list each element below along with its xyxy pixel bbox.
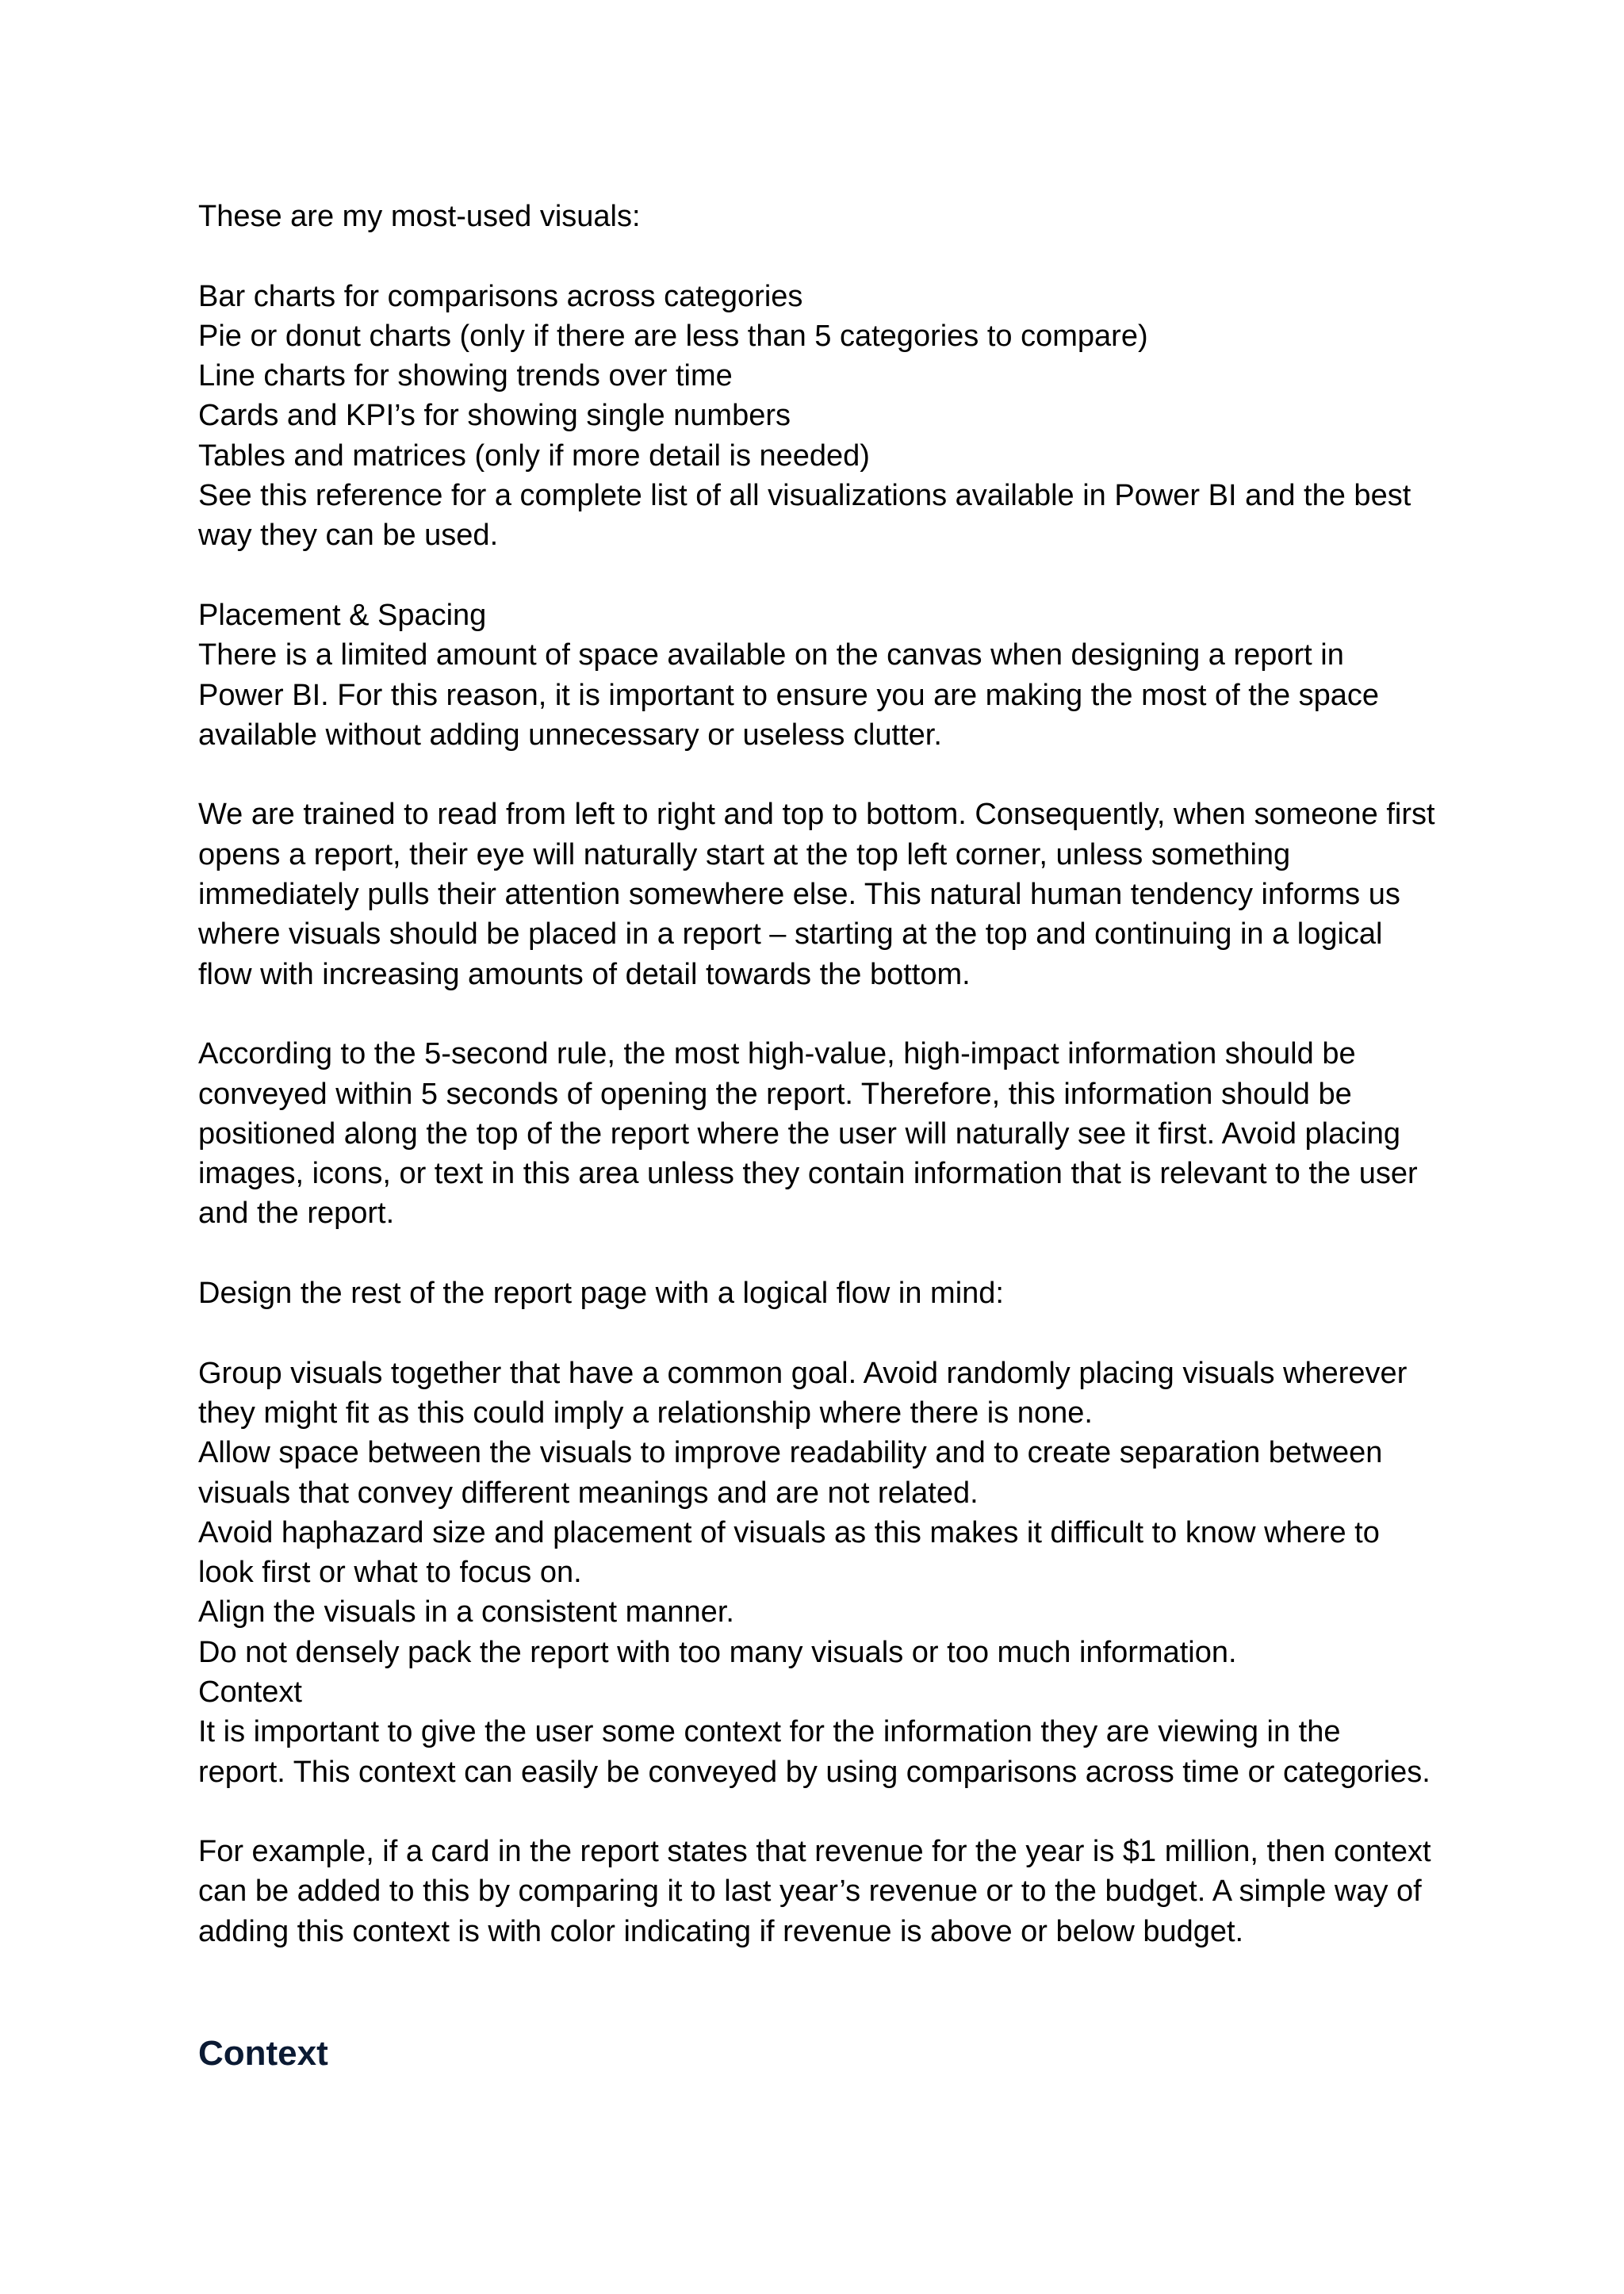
reference-paragraph xyxy=(198,476,1451,556)
list-item: Line charts for showing trends over time xyxy=(198,359,733,393)
rule-line: conveyed within 5 seconds of opening the report. Therefore, this information should be xyxy=(198,1077,1352,1111)
reference-line: See this reference for a complete list of all visualizations available in Power BI and the best xyxy=(198,479,1411,513)
placement-line: There is a limited amount of space available on the canvas when designing a report in xyxy=(198,638,1344,672)
visuals-list xyxy=(198,277,1451,476)
document-body xyxy=(198,197,1451,1951)
spacer xyxy=(198,1792,1451,1832)
spacer xyxy=(198,1313,1451,1353)
list-item: they might fit as this could imply a relationship where there is none. xyxy=(198,1396,1093,1430)
reference-line: way they can be used. xyxy=(198,519,499,553)
list-item: Do not densely pack the report with too many visuals or too much information. xyxy=(198,1635,1237,1669)
list-item: visuals that convey different meanings and are not related. xyxy=(198,1476,979,1510)
list-item: Tables and matrices (only if more detail is needed) xyxy=(198,439,870,473)
reading-line: We are trained to read from left to right and top to bottom. Consequently, when someone first xyxy=(198,798,1435,832)
list-item: look first or what to focus on. xyxy=(198,1556,582,1590)
list-item: Cards and KPI’s for showing single numbers xyxy=(198,399,791,433)
example-line: can be added to this by comparing it to last year’s revenue or to the budget. A simple way of xyxy=(198,1875,1422,1909)
reading-line: where visuals should be placed in a report – starting at the top and continuing in a logical xyxy=(198,917,1383,952)
rule-line: positioned along the top of the report where the user will naturally see it first. Avoid placing xyxy=(198,1116,1400,1151)
intro-line: These are my most-used visuals: xyxy=(198,200,641,233)
spacer xyxy=(198,236,1451,276)
list-item: Group visuals together that have a common goal. Avoid randomly placing visuals wherever xyxy=(198,1356,1408,1390)
reading-line: opens a report, their eye will naturally start at the top left corner, unless something xyxy=(198,837,1291,871)
reading-line: immediately pulls their attention somewhere else. This natural human tendency informs us xyxy=(198,878,1400,912)
list-item: Allow space between the visuals to improve readability and to create separation between xyxy=(198,1436,1383,1470)
rule-line: According to the 5-second rule, the most high-value, high-impact information should be xyxy=(198,1037,1356,1071)
placement-line: available without adding unnecessary or useless clutter. xyxy=(198,718,942,752)
reading-paragraph xyxy=(198,795,1451,994)
rule-line: and the report. xyxy=(198,1197,395,1231)
five-second-rule-paragraph xyxy=(198,1034,1451,1233)
design-intro-paragraph xyxy=(198,1273,1451,1313)
context-line: It is important to give the user some context for the information they are viewing in the xyxy=(198,1715,1341,1749)
design-list xyxy=(198,1354,1451,1672)
spacer xyxy=(198,556,1451,596)
context-paragraph xyxy=(198,1672,1451,1792)
example-line: For example, if a card in the report states that revenue for the year is $1 million, then context xyxy=(198,1835,1431,1869)
intro-paragraph xyxy=(198,197,1451,236)
list-item: Align the visuals in a consistent manner. xyxy=(198,1595,734,1630)
placement-section xyxy=(198,596,1451,755)
reading-line: flow with increasing amounts of detail towards the bottom. xyxy=(198,957,971,991)
list-item: Pie or donut charts (only if there are less than 5 categories to compare) xyxy=(198,319,1148,353)
example-line: adding this context is with color indicating if revenue is above or below budget. xyxy=(198,1914,1244,1948)
list-item: Bar charts for comparisons across categories xyxy=(198,279,803,313)
placement-line: Power BI. For this reason, it is important to ensure you are making the most of the space xyxy=(198,678,1380,712)
rule-line: images, icons, or text in this area unless they contain information that is relevant to the user xyxy=(198,1157,1418,1191)
example-paragraph xyxy=(198,1832,1451,1951)
placement-title: Placement & Spacing xyxy=(198,598,487,632)
list-item: Avoid haphazard size and placement of visuals as this makes it difficult to know where to xyxy=(198,1515,1380,1549)
context-inline-title: Context xyxy=(198,1675,302,1709)
context-line: report. This context can easily be conveyed by using comparisons across time or categories. xyxy=(198,1755,1431,1789)
spacer xyxy=(198,1234,1451,1273)
spacer xyxy=(198,755,1451,795)
design-intro-line: Design the rest of the report page with a logical flow in mind: xyxy=(198,1277,1004,1311)
spacer xyxy=(198,994,1451,1034)
context-heading: Context xyxy=(198,2034,328,2073)
